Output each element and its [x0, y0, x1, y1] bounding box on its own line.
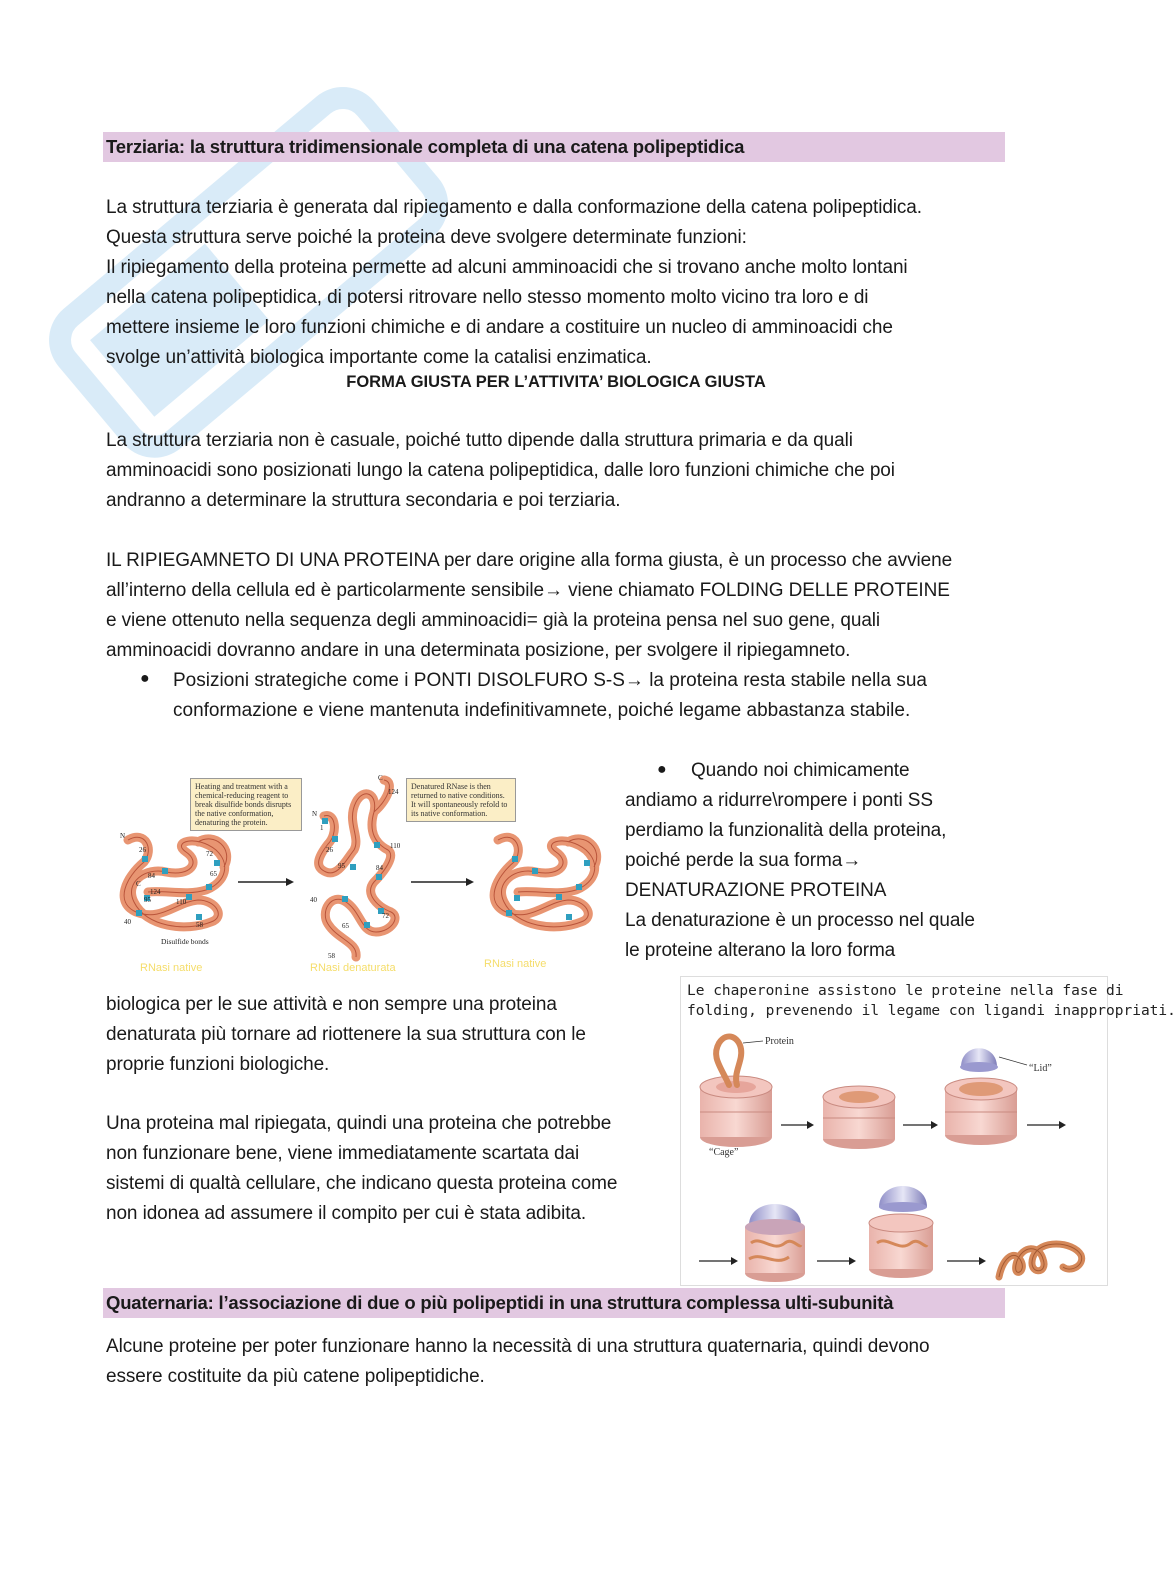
text-line: perdiamo la funzionalità della proteina, [625, 820, 947, 841]
residue-label: 84 [376, 864, 383, 872]
residue-label: N [312, 810, 318, 818]
residue-label: 124 [150, 888, 161, 896]
residue-label: 65 [210, 870, 217, 878]
label-cage: “Cage” [709, 1147, 739, 1158]
text-line: La struttura terziaria è generata dal ripiegamento e dalla conformazione della catena polipeptidica. [106, 197, 922, 218]
paragraph-not-random [106, 426, 895, 516]
residue-label: 95 [144, 896, 151, 904]
residue-label: N [120, 832, 126, 840]
caption-line: returned to native conditions. [411, 791, 505, 800]
chaperonin-title-line-2: folding, prevenendo il legame con ligandi inappropriati. [687, 1003, 1176, 1019]
section-header-tertiary: Terziaria: la struttura tridimensionale completa di una catena polipeptidica [103, 132, 1005, 162]
text-line: Una proteina mal ripiegata, quindi una proteina che potrebbe [106, 1113, 612, 1134]
residue-label: 1 [320, 824, 324, 832]
caption-line: its native conformation. [411, 809, 488, 818]
text-line: La struttura terziaria non è casuale, poiché tutto dipende dalla struttura primaria e da quali [106, 430, 853, 451]
label-protein: Protein [765, 1036, 794, 1047]
residue-label: 124 [388, 788, 399, 796]
text-line: mettere insieme le loro funzioni chimiche e di andare a costituire un nucleo di amminoacidi che [106, 317, 893, 338]
paragraph-misfolded [106, 1109, 617, 1229]
figure-rnase-denaturation [106, 772, 611, 982]
text-line: non idonea ad assumere il compito per cui è stata adibita. [106, 1203, 587, 1224]
caption-line: break disulfide bonds disrupts [195, 800, 292, 809]
paragraph-denatured [106, 990, 586, 1080]
rnase-diagram [106, 772, 611, 982]
cage-with-protein [823, 1086, 895, 1149]
text-line: all’interno della cellula ed è particolarmente sensibile→ viene chiamato FOLDING DELLE PROTEINE [106, 580, 950, 601]
arrow-head-icon [931, 1121, 938, 1129]
residue-label: 65 [342, 922, 349, 930]
arrow-head-icon [979, 1257, 986, 1265]
label-rnasi-native-2: RNasi native [484, 958, 547, 970]
bullet-disulfide [173, 666, 927, 726]
residue-label: 72 [206, 850, 213, 858]
text-line: proprie funzioni biologiche. [106, 1054, 330, 1075]
cage-ready [945, 1078, 1017, 1145]
protein-folded-icon [999, 1244, 1082, 1277]
paragraph-tertiary-intro [106, 193, 922, 373]
caption-line: It will spontaneously refold to [411, 800, 508, 809]
chaperonin-title-line-1: Le chaperonine assistono le proteine nella fase di [687, 983, 1124, 999]
text-line: Questa struttura serve poiché la proteina deve svolgere determinate funzioni: [106, 227, 747, 248]
residue-label: 26 [139, 846, 146, 854]
residue-label: C [136, 880, 141, 888]
residue-label: 58 [328, 952, 335, 960]
text-line: essere costituite da più catene polipeptidiche. [106, 1366, 485, 1387]
text-line: Posizioni strategiche come i PONTI DISOLFURO S-S→ la proteina resta stabile nella sua [173, 670, 927, 691]
caption-line: denaturing the protein. [195, 818, 268, 827]
bullet-dot-icon: ● [140, 670, 150, 687]
cage-releasing [869, 1186, 933, 1278]
residue-label: 40 [310, 896, 317, 904]
arrow-head-icon [807, 1121, 814, 1129]
caption-line: chemical-reducing reagent to [195, 791, 289, 800]
residue-label: 95 [338, 862, 345, 870]
centered-bold-title: FORMA GIUSTA PER L’ATTIVITA’ BIOLOGICA GIUSTA [346, 373, 766, 391]
residue-label: C [378, 774, 383, 782]
residue-label: 110 [390, 842, 401, 850]
text-line: IL RIPIEGAMNETO DI UNA PROTEINA per dare origine alla forma giusta, è un processo che avviene [106, 550, 953, 571]
text-line: non funzionare bene, viene immediatamente scartata dai [106, 1143, 580, 1164]
label-lid: “Lid” [1029, 1063, 1052, 1074]
text-line: svolge un’attività biologica importante come la catalisi enzimatica. [106, 347, 652, 368]
caption-line: the native conformation, [195, 809, 274, 818]
arrow-head-icon [849, 1257, 856, 1265]
residue-label: 40 [124, 918, 131, 926]
text-line: sistemi di qualtà cellulare, che indicano questa proteina come [106, 1173, 618, 1194]
text-line: amminoacidi sono posizionati lungo la catena polipeptidica, dalle loro funzioni chimiche che poi [106, 460, 895, 481]
caption-renature [406, 778, 516, 822]
label-rnasi-denaturata: RNasi denaturata [310, 962, 396, 974]
disulfide-bonds-label: Disulfide bonds [161, 937, 209, 946]
text-line: La denaturazione è un processo nel quale [625, 910, 975, 931]
paragraph-quaternary [106, 1332, 930, 1392]
arrow-head-icon [466, 878, 474, 886]
bullet-denaturation [625, 756, 975, 966]
text-line: andranno a determinare la struttura secondaria e poi terziaria. [106, 490, 621, 511]
label-rnasi-native-1: RNasi native [140, 962, 203, 974]
text-line: andiamo a ridurre\rompere i ponti SS [625, 790, 933, 811]
text-line: conformazione e viene mantenuta indefinitivamnete, poiché legame abbastanza stabile. [173, 700, 911, 721]
residue-label: 58 [196, 921, 203, 929]
text-line: Quando noi chimicamente [691, 760, 910, 781]
text-line: amminoacidi dovranno andare in una determinata posizione, per svolgere il ripiegamneto. [106, 640, 851, 661]
residue-label: 26 [326, 846, 333, 854]
lid-icon [960, 1048, 998, 1072]
arrow-head-icon [286, 878, 294, 886]
caption-line: Denatured RNase is then [411, 782, 491, 791]
arrow-head-icon [731, 1257, 738, 1265]
caption-line: Heating and treatment with a [195, 782, 288, 791]
paragraph-folding [106, 546, 952, 666]
residue-label: 84 [148, 872, 155, 880]
text-line: biologica per le sue attività e non sempre una proteina [106, 994, 557, 1015]
text-line: poiché perde la sua forma→ [625, 850, 862, 871]
cage-closed [745, 1204, 805, 1282]
text-line: e viene ottenuto nella sequenza degli amminoacidi= già la proteina pensa nel suo gene, quali [106, 610, 881, 631]
residue-label: 72 [382, 912, 389, 920]
text-line: DENATURAZIONE PROTEINA [625, 880, 887, 901]
text-line: le proteine alterano la loro forma [625, 940, 896, 961]
residue-label: 110 [176, 898, 187, 906]
text-line: denaturata più tornare ad riottenere la sua struttura con le [106, 1024, 586, 1045]
arrow-head-icon [1059, 1121, 1066, 1129]
text-line: Il ripiegamento della proteina permette ad alcuni amminoacidi che si trovano anche molto lontani [106, 257, 908, 278]
caption-denature [190, 778, 302, 831]
bullet-dot-icon: ● [657, 761, 667, 778]
figure-chaperonin [680, 976, 1176, 1286]
text-line: nella catena polipeptidica, di potersi ritrovare nello stesso momento molto vicino tra loro e di [106, 287, 869, 308]
section-header-quaternary: Quaternaria: l’associazione di due o più polipeptidi in una struttura complessa ulti-subunità [103, 1288, 1005, 1318]
text-line: Alcune proteine per poter funzionare hanno la necessità di una struttura quaternaria, quindi devono [106, 1336, 930, 1357]
chaperonin-diagram [681, 977, 1109, 1287]
